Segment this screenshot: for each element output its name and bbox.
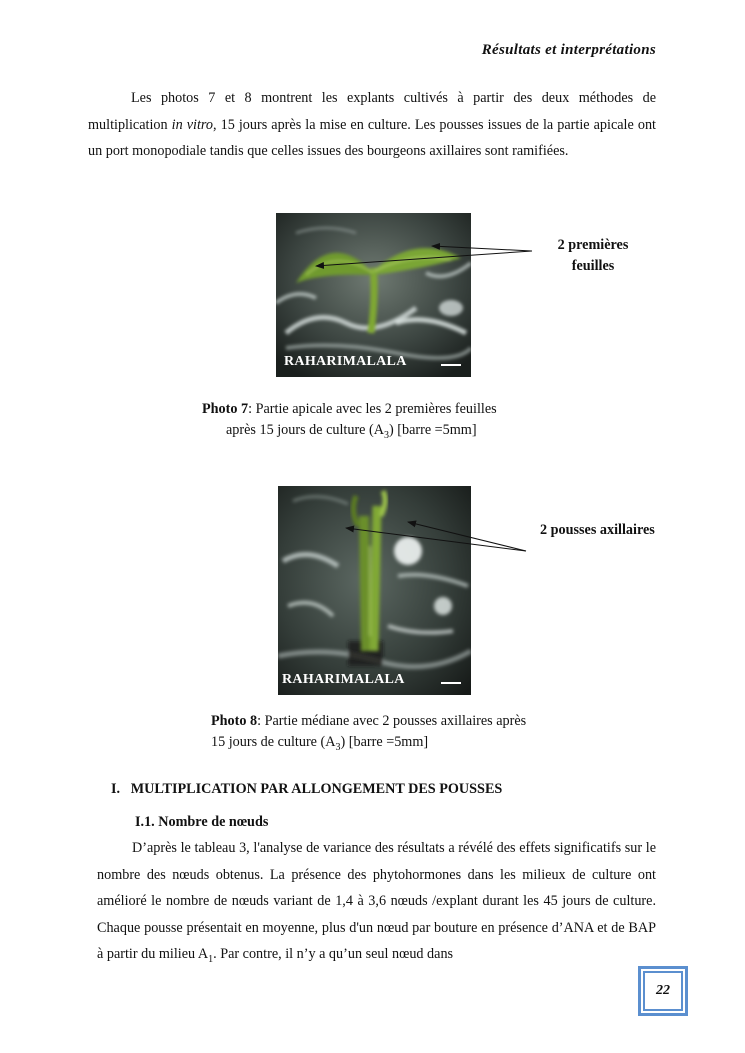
photo-7-caption-text-1: : Partie apicale avec les 2 premières feuilles	[248, 401, 497, 417]
intro-text-1: Les photos 7 et 8 montrent les explants cultivés à partir des deux méthodes de multiplication	[88, 90, 656, 133]
photo-8-signature: RAHARIMALALA	[282, 672, 405, 687]
body-paragraph	[97, 835, 656, 973]
photo-7-caption-text-2a: après 15 jours de culture (A	[226, 422, 384, 438]
photo-8-caption-text-2b: ) [barre =5mm]	[340, 734, 429, 750]
photo-8-scale-bar	[441, 682, 461, 684]
photo-7-signature: RAHARIMALALA	[284, 354, 407, 369]
photo-7-caption-label: Photo 7	[202, 401, 249, 417]
photo-8-caption-subscript: 3	[335, 741, 341, 753]
photo-8-caption-line-1	[211, 711, 526, 732]
subsection-heading: I.1. Nombre de nœuds	[135, 814, 269, 830]
photo-8-caption-label: Photo 8	[211, 713, 258, 729]
page-number: 22	[656, 983, 670, 998]
photo-7	[276, 213, 471, 377]
photo-7-caption-line-1	[202, 399, 497, 420]
photo-8-image	[278, 486, 471, 695]
photo-7-annotation-line-2: feuilles	[571, 258, 615, 274]
section-heading	[111, 781, 502, 798]
photo-7-annotation	[548, 235, 638, 277]
photo-8-caption	[211, 711, 526, 758]
page-number-box	[638, 966, 688, 1016]
intro-text-2: , 15 jours après la mise en culture. Les pousses issues de la partie apicale ont un port monopodiale tandis que celles issues des bourgeons axillaires sont ramifiées.	[88, 116, 656, 159]
photo-8-caption-text-1: : Partie médiane avec 2 pousses axillaires après	[257, 713, 527, 729]
body-text-2: . Par contre, il n’y a qu’un seul nœud dans	[213, 946, 454, 962]
section-title: MULTIPLICATION PAR ALLONGEMENT DES POUSSES	[130, 781, 503, 797]
intro-italic: in vitro	[171, 116, 214, 133]
intro-paragraph	[88, 85, 656, 165]
photo-8-caption-text-2a: 15 jours de culture (A	[211, 734, 336, 750]
photo-7-image	[276, 213, 471, 377]
photo-7-caption-subscript: 3	[383, 429, 389, 441]
photo-7-annotation-line-1: 2 premières	[557, 237, 629, 253]
running-header: Résultats et interprétations	[481, 42, 656, 58]
section-number: I.	[111, 781, 121, 797]
photo-7-caption	[202, 399, 497, 446]
body-subscript: 1	[208, 953, 214, 965]
photo-8	[278, 486, 471, 695]
photo-7-scale-bar	[441, 364, 461, 366]
photo-8-caption-line-2	[211, 732, 526, 758]
body-text-1: D’après le tableau 3, l'analyse de variance des résultats a révélé des effets significatifs sur le nombre des nœuds obtenus. La présence des phytohormones dans les milieux de culture ont amélioré le nombre de nœuds variant de 1,4 à 3,6 nœuds /explant durant les 45 jours de culture. Chaque pousse présentait en moyenne, plus d'un nœud par bouture en présence d’ANA et de BAP à partir du milieu A	[97, 840, 656, 962]
photo-8-annotation: 2 pousses axillaires	[540, 522, 655, 538]
photo-7-caption-text-2b: ) [barre =5mm]	[388, 422, 477, 438]
photo-7-caption-line-2	[202, 420, 497, 446]
